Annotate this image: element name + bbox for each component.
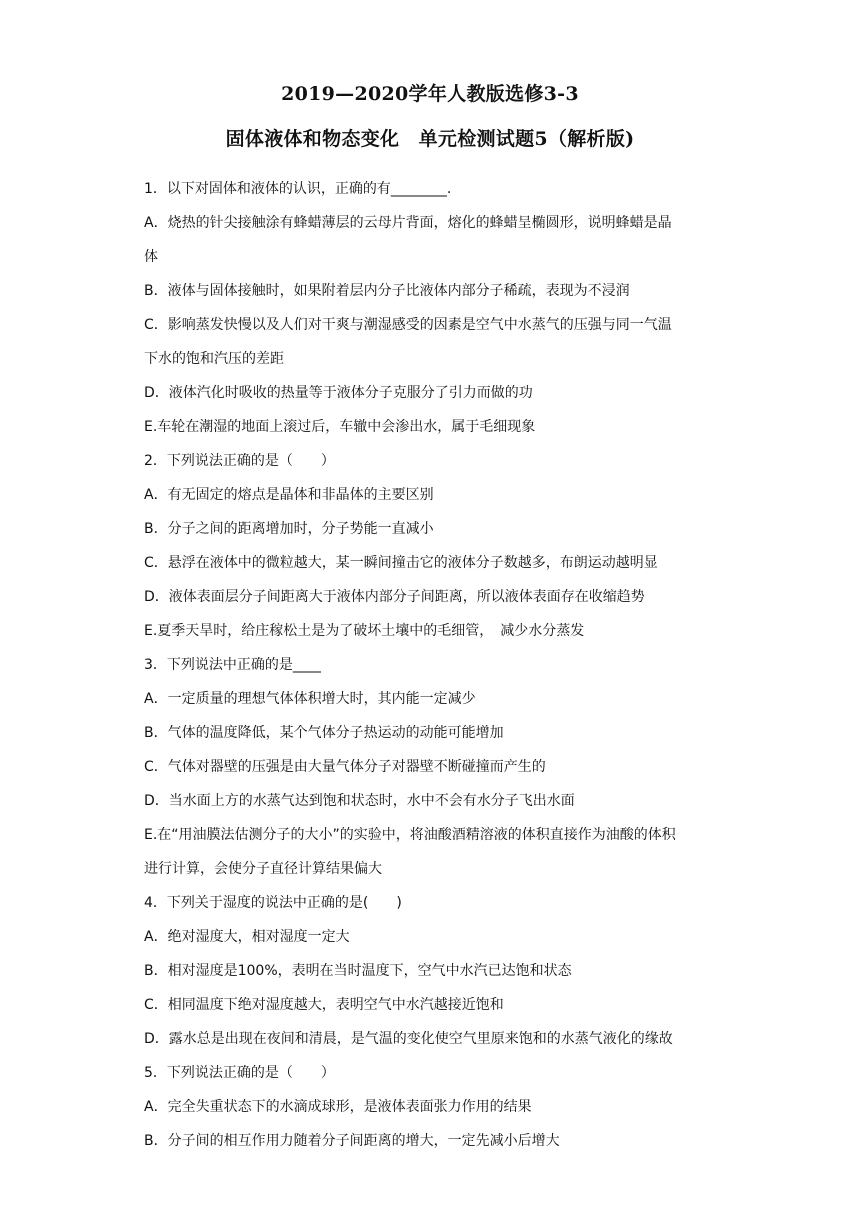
text-line: D．当水面上方的水蒸气达到饱和状态时，水中不会有水分子飞出水面 [144, 793, 575, 809]
text-line: E.车轮在潮湿的地面上滚过后，车辙中会渗出水，属于毛细现象 [144, 419, 536, 435]
text-line: D．液体汽化时吸收的热量等于液体分子克服分了引力而做的功 [144, 385, 533, 401]
document-title-line1: 2019—2020学年人教版选修3-3 [281, 83, 579, 105]
text-line: C．悬浮在液体中的微粒越大，某一瞬间撞击它的液体分子数越多，布朗运动越明显 [144, 555, 658, 571]
text-line: B．气体的温度降低，某个气体分子热运动的动能可能增加 [144, 725, 504, 741]
text-line: A．完全失重状态下的水滴成球形，是液体表面张力作用的结果 [144, 1099, 532, 1115]
text-line: 进行计算，会使分子直径计算结果偏大 [144, 861, 382, 877]
text-line: B．液体与固体接触时，如果附着层内分子比液体内部分子稀疏，表现为不浸润 [144, 283, 630, 299]
text-line: 4．下列关于湿度的说法中正确的是( ) [144, 895, 402, 911]
text-line: A．有无固定的熔点是晶体和非晶体的主要区别 [144, 487, 434, 503]
text-line: 1．以下对固体和液体的认识，正确的有________. [144, 181, 452, 197]
text-line: B．分子间的相互作用力随着分子间距离的增大，一定先减小后增大 [144, 1133, 560, 1149]
text-line: B．相对湿度是100%，表明在当时温度下，空气中水汽已达饱和状态 [144, 963, 572, 979]
text-line: 2．下列说法正确的是（ ） [144, 453, 335, 469]
text-line: E.夏季天旱时，给庄稼松土是为了破坏土壤中的毛细管， 减少水分蒸发 [144, 623, 585, 639]
text-line: D．露水总是出现在夜间和清晨，是气温的变化使空气里原来饱和的水蒸气液化的缘故 [144, 1031, 673, 1047]
text-line: E.在“用油膜法估测分子的大小”的实验中，将油酸酒精溶液的体积直接作为油酸的体积 [144, 827, 676, 843]
text-line: D．液体表面层分子间距离大于液体内部分子间距离，所以液体表面存在收缩趋势 [144, 589, 645, 605]
text-line: A．烧热的针尖接触涂有蜂蜡薄层的云母片背面，熔化的蜂蜡呈椭圆形，说明蜂蜡是晶 [144, 215, 672, 231]
text-line: C．相同温度下绝对湿度越大，表明空气中水汽越接近饱和 [144, 997, 504, 1013]
text-line: 3．下列说法中正确的是____ [144, 657, 321, 673]
document-title-line2: 固体液体和物态变化 单元检测试题5（解析版) [225, 128, 635, 150]
text-line: 5．下列说法正确的是（ ） [144, 1065, 335, 1081]
text-line: C．影响蒸发快慢以及人们对干爽与潮湿感受的因素是空气中水蒸气的压强与同一气温 [144, 317, 672, 333]
text-line: 体 [144, 249, 158, 265]
document-body [144, 181, 724, 1167]
text-line: C．气体对器壁的压强是由大量气体分子对器壁不断碰撞而产生的 [144, 759, 546, 775]
text-line: 下水的饱和汽压的差距 [144, 351, 284, 367]
text-line: A．一定质量的理想气体体积增大时，其内能一定减少 [144, 691, 476, 707]
text-line: A．绝对湿度大，相对湿度一定大 [144, 929, 350, 945]
text-line: B．分子之间的距离增加时，分子势能一直减小 [144, 521, 434, 537]
